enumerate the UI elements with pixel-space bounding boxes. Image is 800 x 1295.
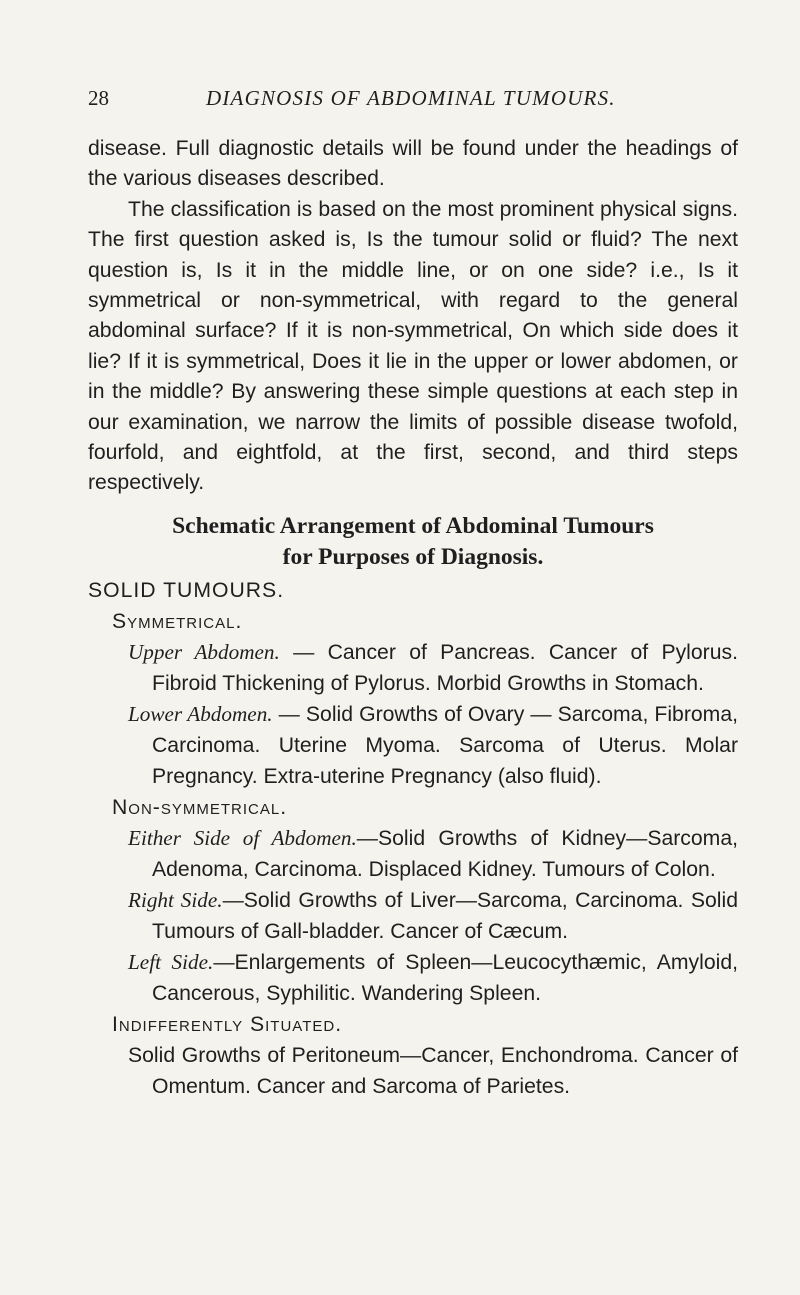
paragraph-classification: The classification is based on the most prominent physical signs. The first question asked is, Is the tumour solid or fluid? The next question is, Is it in the middle line, or on one side? i.e., Is it symmetrical or non-symmetrical, with regard to the general abdominal surface? If it is non-symmetrical, On which side does it lie? If it is symmetrical, Does it lie in the upper or lower abdomen, or in the middle? By answering these simple questions at each step in our examination, we narrow the limits of possible disease twofold, fourfold, and eightfold, at the first, second, and third steps respectively.	[88, 197, 738, 495]
entry-indifferent: Solid Growths of Peritoneum—Cancer, Enchondroma. Cancer of Omentum. Cancer and Sarcoma of Parietes.	[128, 1043, 738, 1098]
entry-text: —Solid Growths of Kidney—Sarcoma, Adenoma, Carcinoma. Displaced Kidney. Tumours of Colon.	[152, 826, 738, 881]
non-symmetrical-label: Non-symmetrical.	[112, 795, 288, 819]
paragraph-continuation: disease. Full diagnostic details will be found under the headings of the various diseases described.	[88, 137, 738, 191]
section-heading	[88, 511, 738, 573]
entry-text: —Enlargements of Spleen—Leucocythæmic, Amyloid, Cancerous, Syphilitic. Wandering Spleen.	[152, 950, 738, 1005]
entry-text: — Solid Growths of Ovary — Sarcoma, Fibroma, Carcinoma. Uterine Myoma. Sarcoma of Uterus. Molar Pregnancy. Extra-uterine Pregnancy (also fluid).	[152, 702, 738, 788]
entry-term: Either Side of Abdomen.	[128, 825, 357, 850]
symmetrical-label: Symmetrical.	[112, 609, 243, 633]
entry-term: Left Side.	[128, 949, 214, 974]
entry-text: —Solid Growths of Liver—Sarcoma, Carcinoma. Solid Tumours of Gall-bladder. Cancer of Cæcum.	[152, 888, 738, 943]
entry-right-side	[128, 885, 738, 947]
entry-either-side	[128, 823, 738, 885]
entry-upper-abdomen	[128, 637, 738, 699]
solid-tumours-title: SOLID TUMOURS.	[88, 578, 285, 602]
page-header	[88, 86, 728, 114]
entry-left-side	[128, 947, 738, 1009]
page-number: 28	[88, 86, 109, 110]
entry-text: — Cancer of Pancreas. Cancer of Pylorus. Fibroid Thickening of Pylorus. Morbid Growths in Stomach.	[152, 640, 738, 695]
entry-term: Lower Abdomen.	[128, 701, 273, 726]
indifferently-situated-label: Indifferently Situated.	[112, 1012, 343, 1036]
entry-lower-abdomen	[128, 699, 738, 792]
body-text	[88, 134, 738, 1102]
entry-term: Upper Abdomen.	[128, 639, 280, 664]
running-title: DIAGNOSIS OF ABDOMINAL TUMOURS.	[206, 86, 616, 110]
heading-line-2: for Purposes of Diagnosis.	[282, 543, 544, 570]
heading-line-1: Schematic Arrangement of Abdominal Tumours	[172, 512, 654, 539]
entry-term: Right Side.	[128, 887, 223, 912]
